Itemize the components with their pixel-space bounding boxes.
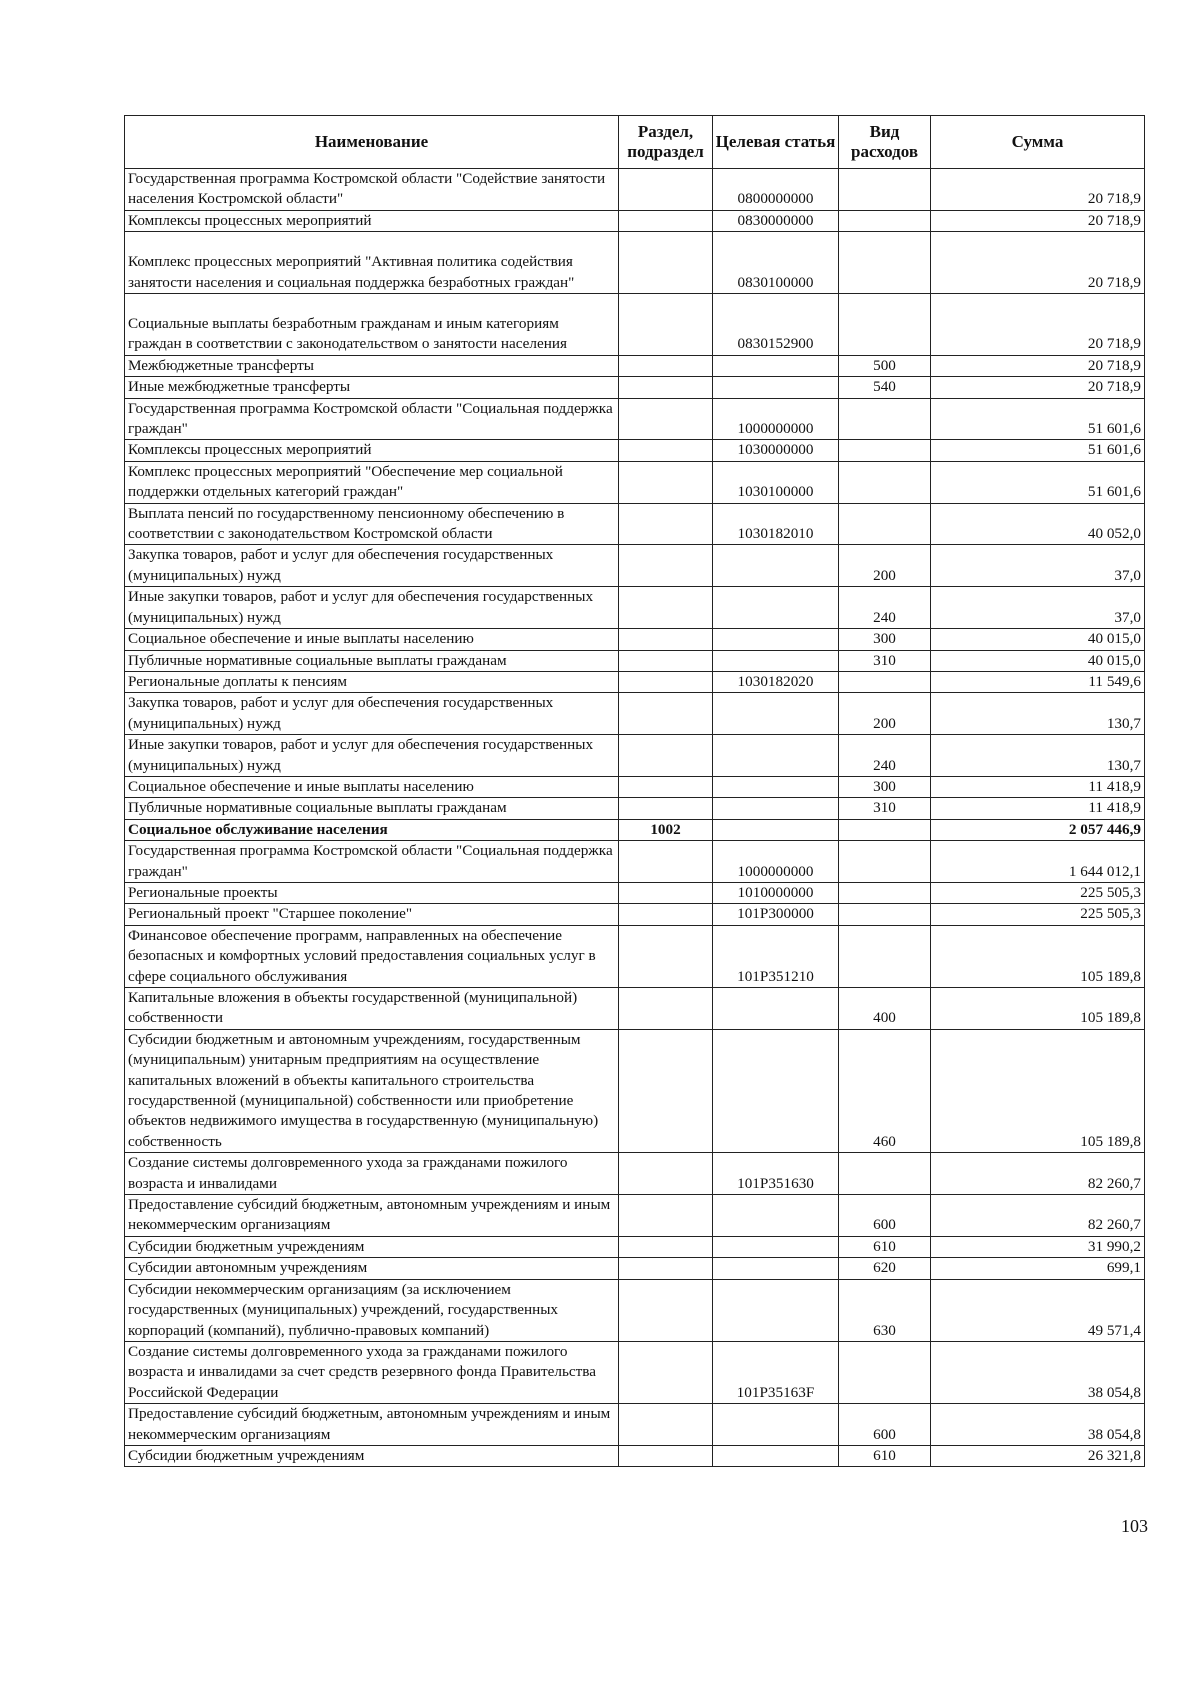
cell-target: 1030182010	[713, 503, 839, 545]
table-row	[125, 693, 1145, 735]
cell-kind	[839, 169, 931, 211]
cell-section	[619, 925, 713, 987]
cell-section	[619, 1445, 713, 1466]
table-row	[125, 461, 1145, 503]
table-row	[125, 355, 1145, 376]
header-target: Целевая статья	[713, 116, 839, 169]
cell-sum: 38 054,8	[931, 1341, 1145, 1403]
cell-name: Создание системы долговременного ухода за гражданами пожилого возраста и инвалидами за счет средств резервного фонда Правительства Российской Федерации	[125, 1341, 619, 1403]
cell-target: 0830100000	[713, 232, 839, 294]
cell-name: Финансовое обеспечение программ, направленных на обеспечение безопасных и комфортных условий предоставления социальных услуг в сфере социального обслуживания	[125, 925, 619, 987]
cell-kind: 600	[839, 1404, 931, 1446]
cell-sum: 26 321,8	[931, 1445, 1145, 1466]
cell-sum: 82 260,7	[931, 1195, 1145, 1237]
cell-target	[713, 776, 839, 797]
cell-target: 1030000000	[713, 440, 839, 461]
cell-sum: 105 189,8	[931, 925, 1145, 987]
table-row	[125, 1341, 1145, 1403]
cell-target	[713, 629, 839, 650]
cell-kind: 200	[839, 545, 931, 587]
header-section: Раздел, подраздел	[619, 116, 713, 169]
cell-target	[713, 988, 839, 1030]
cell-name: Комплекс процессных мероприятий "Активная политика содействия занятости населения и социальная поддержка безработных граждан"	[125, 232, 619, 294]
header-sum: Сумма	[931, 116, 1145, 169]
table-row	[125, 377, 1145, 398]
table-row	[125, 882, 1145, 903]
cell-sum: 105 189,8	[931, 988, 1145, 1030]
cell-kind: 300	[839, 776, 931, 797]
cell-target	[713, 735, 839, 777]
cell-kind	[839, 819, 931, 840]
cell-section	[619, 503, 713, 545]
cell-section	[619, 776, 713, 797]
cell-target	[713, 377, 839, 398]
table-row	[125, 1153, 1145, 1195]
cell-name: Субсидии автономным учреждениям	[125, 1258, 619, 1279]
cell-target	[713, 819, 839, 840]
cell-section: 1002	[619, 819, 713, 840]
cell-sum: 130,7	[931, 735, 1145, 777]
cell-name: Социальное обеспечение и иные выплаты населению	[125, 776, 619, 797]
cell-target: 1030182020	[713, 671, 839, 692]
cell-target: 101P35163F	[713, 1341, 839, 1403]
table-row	[125, 819, 1145, 840]
cell-sum: 11 418,9	[931, 776, 1145, 797]
cell-section	[619, 1236, 713, 1257]
cell-kind: 500	[839, 355, 931, 376]
table-row	[125, 440, 1145, 461]
cell-name: Иные межбюджетные трансферты	[125, 377, 619, 398]
cell-name: Комплекс процессных мероприятий "Обеспечение мер социальной поддержки отдельных категорий граждан"	[125, 461, 619, 503]
cell-kind	[839, 398, 931, 440]
cell-section	[619, 629, 713, 650]
cell-kind: 300	[839, 629, 931, 650]
cell-kind: 540	[839, 377, 931, 398]
cell-section	[619, 587, 713, 629]
table-row	[125, 294, 1145, 356]
table-row	[125, 925, 1145, 987]
cell-section	[619, 841, 713, 883]
cell-target: 0830152900	[713, 294, 839, 356]
cell-section	[619, 798, 713, 819]
cell-kind	[839, 925, 931, 987]
budget-table-sheet	[124, 115, 1144, 1467]
cell-sum: 130,7	[931, 693, 1145, 735]
table-row	[125, 1445, 1145, 1466]
cell-section	[619, 1153, 713, 1195]
cell-name: Государственная программа Костромской области "Социальная поддержка граждан"	[125, 841, 619, 883]
cell-target	[713, 587, 839, 629]
cell-target: 101P351210	[713, 925, 839, 987]
cell-name: Субсидии некоммерческим организациям (за исключением государственных (муниципальных) учреждений, государственных корпораций (компаний), публично-правовых компаний)	[125, 1279, 619, 1341]
cell-kind: 630	[839, 1279, 931, 1341]
cell-section	[619, 693, 713, 735]
cell-name: Субсидии бюджетным учреждениям	[125, 1236, 619, 1257]
header-kind: Вид расходов	[839, 116, 931, 169]
cell-kind: 610	[839, 1445, 931, 1466]
table-row	[125, 398, 1145, 440]
cell-section	[619, 232, 713, 294]
cell-section	[619, 1258, 713, 1279]
cell-section	[619, 1341, 713, 1403]
cell-section	[619, 1404, 713, 1446]
cell-target: 101P351630	[713, 1153, 839, 1195]
cell-sum: 20 718,9	[931, 169, 1145, 211]
cell-target: 1010000000	[713, 882, 839, 903]
cell-kind	[839, 294, 931, 356]
cell-name: Предоставление субсидий бюджетным, автономным учреждениям и иным некоммерческим организациям	[125, 1404, 619, 1446]
cell-kind: 200	[839, 693, 931, 735]
cell-sum: 37,0	[931, 587, 1145, 629]
cell-section	[619, 1029, 713, 1152]
table-row	[125, 545, 1145, 587]
cell-name: Социальное обеспечение и иные выплаты населению	[125, 629, 619, 650]
cell-section	[619, 650, 713, 671]
cell-sum: 49 571,4	[931, 1279, 1145, 1341]
cell-kind	[839, 503, 931, 545]
cell-section	[619, 671, 713, 692]
cell-sum: 38 054,8	[931, 1404, 1145, 1446]
cell-kind: 620	[839, 1258, 931, 1279]
cell-target	[713, 798, 839, 819]
table-row	[125, 988, 1145, 1030]
cell-name: Региональные проекты	[125, 882, 619, 903]
table-row	[125, 169, 1145, 211]
cell-sum: 11 418,9	[931, 798, 1145, 819]
cell-kind: 600	[839, 1195, 931, 1237]
table-row	[125, 671, 1145, 692]
table-body	[125, 169, 1145, 1467]
cell-kind	[839, 461, 931, 503]
cell-kind	[839, 232, 931, 294]
cell-name: Иные закупки товаров, работ и услуг для обеспечения государственных (муниципальных) нужд	[125, 735, 619, 777]
cell-name: Межбюджетные трансферты	[125, 355, 619, 376]
cell-name: Государственная программа Костромской области "Содействие занятости населения Костромской области"	[125, 169, 619, 211]
cell-section	[619, 398, 713, 440]
cell-target	[713, 1404, 839, 1446]
cell-sum: 1 644 012,1	[931, 841, 1145, 883]
cell-kind: 610	[839, 1236, 931, 1257]
table-row	[125, 629, 1145, 650]
cell-sum: 40 052,0	[931, 503, 1145, 545]
table-row	[125, 587, 1145, 629]
cell-name: Комплексы процессных мероприятий	[125, 440, 619, 461]
cell-name: Выплата пенсий по государственному пенсионному обеспечению в соответствии с законодательством Костромской области	[125, 503, 619, 545]
cell-sum: 20 718,9	[931, 232, 1145, 294]
cell-kind	[839, 440, 931, 461]
cell-name: Социальное обслуживание населения	[125, 819, 619, 840]
cell-name: Предоставление субсидий бюджетным, автономным учреждениям и иным некоммерческим организациям	[125, 1195, 619, 1237]
cell-section	[619, 882, 713, 903]
cell-target	[713, 1258, 839, 1279]
cell-target	[713, 1195, 839, 1237]
cell-name: Региональные доплаты к пенсиям	[125, 671, 619, 692]
budget-table	[124, 115, 1145, 1467]
cell-name: Публичные нормативные социальные выплаты гражданам	[125, 650, 619, 671]
cell-sum: 82 260,7	[931, 1153, 1145, 1195]
cell-kind: 310	[839, 650, 931, 671]
cell-name: Субсидии бюджетным учреждениям	[125, 1445, 619, 1466]
cell-sum: 40 015,0	[931, 629, 1145, 650]
cell-target	[713, 355, 839, 376]
cell-target	[713, 545, 839, 587]
cell-sum: 31 990,2	[931, 1236, 1145, 1257]
cell-name: Иные закупки товаров, работ и услуг для обеспечения государственных (муниципальных) нужд	[125, 587, 619, 629]
cell-kind	[839, 1341, 931, 1403]
cell-target: 1000000000	[713, 841, 839, 883]
cell-target	[713, 650, 839, 671]
cell-target	[713, 1236, 839, 1257]
cell-section	[619, 169, 713, 211]
cell-target	[713, 693, 839, 735]
cell-kind	[839, 1153, 931, 1195]
cell-target: 0830000000	[713, 210, 839, 231]
table-row	[125, 232, 1145, 294]
table-row	[125, 1236, 1145, 1257]
table-row	[125, 1279, 1145, 1341]
cell-sum: 20 718,9	[931, 210, 1145, 231]
cell-kind: 240	[839, 735, 931, 777]
table-row	[125, 735, 1145, 777]
cell-kind	[839, 841, 931, 883]
cell-sum: 37,0	[931, 545, 1145, 587]
cell-name: Публичные нормативные социальные выплаты гражданам	[125, 798, 619, 819]
cell-name: Комплексы процессных мероприятий	[125, 210, 619, 231]
table-row	[125, 503, 1145, 545]
table-row	[125, 1404, 1145, 1446]
cell-kind	[839, 671, 931, 692]
cell-target: 1000000000	[713, 398, 839, 440]
cell-sum: 20 718,9	[931, 377, 1145, 398]
cell-sum: 51 601,6	[931, 398, 1145, 440]
cell-kind	[839, 210, 931, 231]
cell-section	[619, 904, 713, 925]
cell-kind	[839, 904, 931, 925]
cell-name: Субсидии бюджетным и автономным учреждениям, государственным (муниципальным) унитарным предприятиям на осуществление капитальных вложений в объекты капитального строительства государственной (муниципальной) собственности или приобретение объектов недвижимого имущества в государственную (муниципальную) собственность	[125, 1029, 619, 1152]
cell-sum: 51 601,6	[931, 440, 1145, 461]
table-row	[125, 904, 1145, 925]
page-number: 103	[1121, 1516, 1148, 1536]
cell-section	[619, 735, 713, 777]
cell-section	[619, 440, 713, 461]
cell-section	[619, 1195, 713, 1237]
cell-sum: 2 057 446,9	[931, 819, 1145, 840]
cell-sum: 225 505,3	[931, 904, 1145, 925]
cell-kind: 310	[839, 798, 931, 819]
table-row	[125, 1258, 1145, 1279]
cell-section	[619, 988, 713, 1030]
cell-sum: 11 549,6	[931, 671, 1145, 692]
cell-name: Закупка товаров, работ и услуг для обеспечения государственных (муниципальных) нужд	[125, 693, 619, 735]
table-row	[125, 650, 1145, 671]
cell-kind	[839, 882, 931, 903]
cell-target	[713, 1445, 839, 1466]
cell-kind: 460	[839, 1029, 931, 1152]
cell-section	[619, 294, 713, 356]
cell-sum: 20 718,9	[931, 355, 1145, 376]
cell-name: Региональный проект "Старшее поколение"	[125, 904, 619, 925]
cell-section	[619, 1279, 713, 1341]
cell-name: Государственная программа Костромской области "Социальная поддержка граждан"	[125, 398, 619, 440]
cell-target	[713, 1029, 839, 1152]
cell-sum: 225 505,3	[931, 882, 1145, 903]
cell-sum: 699,1	[931, 1258, 1145, 1279]
table-row	[125, 776, 1145, 797]
cell-name: Капитальные вложения в объекты государственной (муниципальной) собственности	[125, 988, 619, 1030]
cell-name: Закупка товаров, работ и услуг для обеспечения государственных (муниципальных) нужд	[125, 545, 619, 587]
cell-section	[619, 355, 713, 376]
cell-section	[619, 210, 713, 231]
cell-name: Социальные выплаты безработным гражданам и иным категориям граждан в соответствии с законодательством о занятости населения	[125, 294, 619, 356]
cell-section	[619, 545, 713, 587]
table-row	[125, 841, 1145, 883]
cell-sum: 40 015,0	[931, 650, 1145, 671]
table-row	[125, 798, 1145, 819]
header-name: Наименование	[125, 116, 619, 169]
cell-target: 1030100000	[713, 461, 839, 503]
table-row	[125, 1195, 1145, 1237]
cell-name: Создание системы долговременного ухода за гражданами пожилого возраста и инвалидами	[125, 1153, 619, 1195]
cell-section	[619, 461, 713, 503]
cell-target: 0800000000	[713, 169, 839, 211]
cell-sum: 105 189,8	[931, 1029, 1145, 1152]
cell-target: 101P300000	[713, 904, 839, 925]
cell-kind: 240	[839, 587, 931, 629]
cell-sum: 20 718,9	[931, 294, 1145, 356]
cell-section	[619, 377, 713, 398]
table-header-row	[125, 116, 1145, 169]
cell-target	[713, 1279, 839, 1341]
table-row	[125, 1029, 1145, 1152]
table-row	[125, 210, 1145, 231]
cell-kind: 400	[839, 988, 931, 1030]
cell-sum: 51 601,6	[931, 461, 1145, 503]
